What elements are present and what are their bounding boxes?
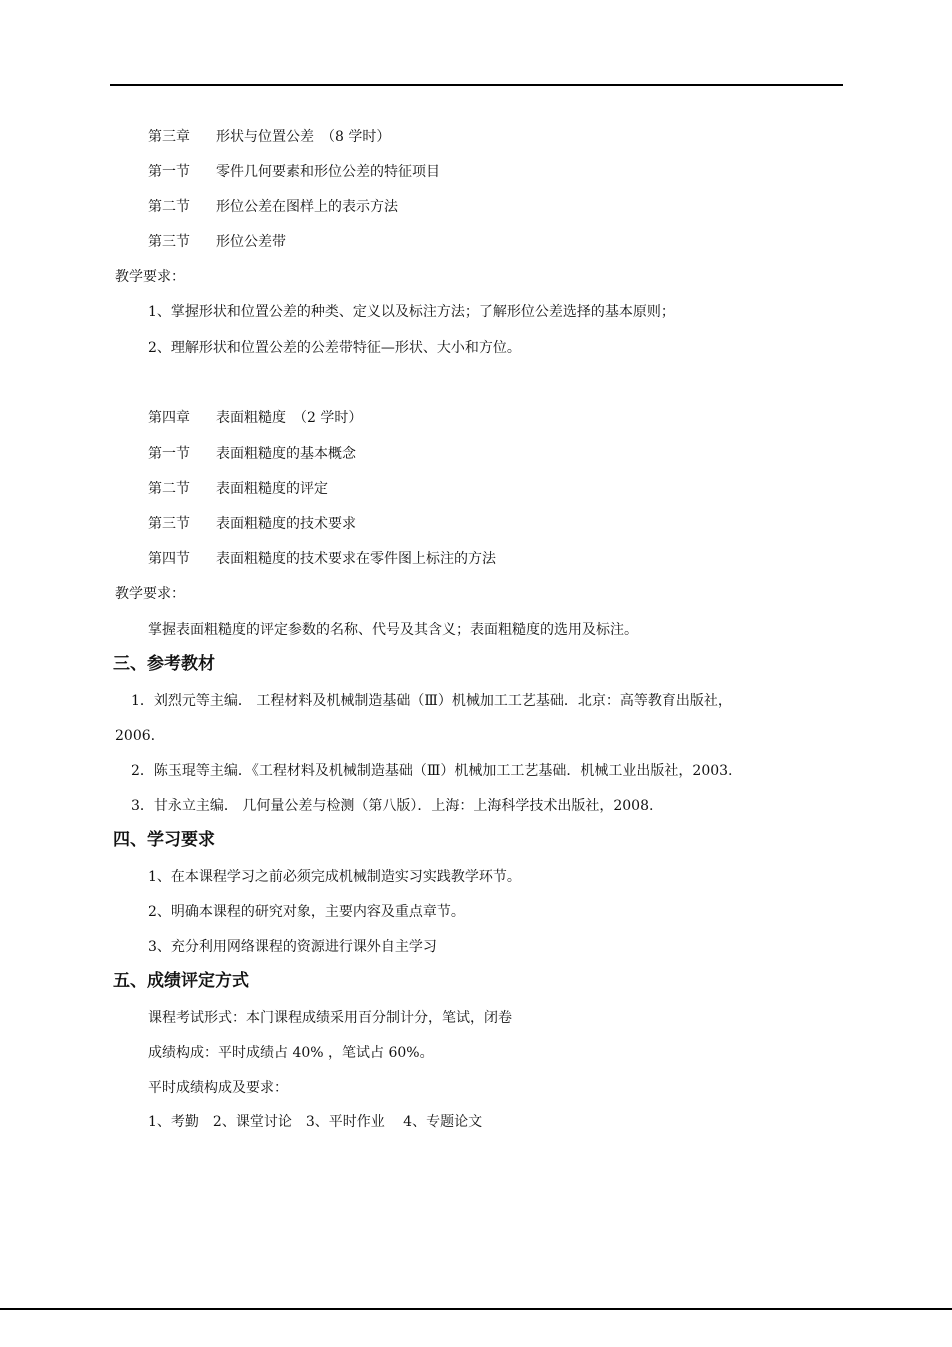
section-text: 表面粗糙度的基本概念: [216, 446, 356, 462]
chapter3-requirements-label: 教学要求：: [115, 269, 185, 285]
section-label: 第二节: [148, 481, 190, 497]
chapter4-section: [148, 549, 496, 569]
chapter4-section: [148, 514, 356, 534]
reference-item: 3．甘永立主编． 几何量公差与检测（第八版）．上海：上海科学技术出版社，2008.: [131, 798, 654, 814]
section-label: 第三节: [148, 234, 190, 250]
chapter4-section: [148, 479, 328, 499]
section-text: 零件几何要素和形位公差的特征项目: [216, 164, 440, 180]
study-heading: 四、学习要求: [113, 830, 215, 850]
section-text: 形位公差带: [216, 234, 286, 250]
section-label: 第一节: [148, 164, 190, 180]
references-heading: 三、参考教材: [113, 654, 215, 674]
chapter4-requirement: 掌握表面粗糙度的评定参数的名称、代号及其含义；表面粗糙度的选用及标注。: [148, 622, 638, 638]
chapter3-title-text: 形状与位置公差 （8 学时）: [216, 129, 391, 145]
chapter3-requirement: 2、理解形状和位置公差的公差带特征—形状、大小和方位。: [148, 340, 521, 356]
section-text: 表面粗糙度的技术要求在零件图上标注的方法: [216, 551, 496, 567]
chapter3-title: [148, 127, 390, 147]
section-label: 第三节: [148, 516, 190, 532]
grading-heading: 五、成绩评定方式: [113, 971, 249, 991]
study-item: 3、充分利用网络课程的资源进行课外自主学习: [148, 939, 437, 955]
chapter4-section: [148, 444, 356, 464]
chapter3-section: [148, 162, 440, 182]
chapter3-requirement: 1、掌握形状和位置公差的种类、定义以及标注方法；了解形位公差选择的基本原则；: [148, 304, 675, 320]
section-text: 表面粗糙度的评定: [216, 481, 328, 497]
section-text: 表面粗糙度的技术要求: [216, 516, 356, 532]
section-label: 第二节: [148, 199, 190, 215]
footer-rule: [0, 1308, 952, 1310]
chapter4-label: 第四章: [148, 410, 190, 426]
reference-item: 2．陈玉琨等主编．《工程材料及机械制造基础（Ⅲ）机械加工工艺基础．机械工业出版社，2003.: [131, 763, 733, 779]
chapter4-requirements-label: 教学要求：: [115, 586, 185, 602]
reference-item-continuation: 2006.: [115, 728, 156, 744]
section-text: 形位公差在图样上的表示方法: [216, 199, 398, 215]
grading-line: 成绩构成：平时成绩占 40% ，笔试占 60%。: [148, 1045, 434, 1061]
chapter3-section: [148, 232, 286, 252]
chapter4-title-text: 表面粗糙度 （2 学时）: [216, 410, 363, 426]
grading-line: 平时成绩构成及要求：: [148, 1080, 288, 1096]
section-label: 第四节: [148, 551, 190, 567]
reference-item: 1．刘烈元等主编． 工程材料及机械制造基础（Ⅲ）机械加工工艺基础．北京：高等教育出版社，: [131, 693, 732, 709]
section-label: 第一节: [148, 446, 190, 462]
chapter3-label: 第三章: [148, 129, 190, 145]
header-rule: [110, 84, 843, 86]
chapter3-section: [148, 197, 398, 217]
study-item: 2、明确本课程的研究对象，主要内容及重点章节。: [148, 904, 465, 920]
grading-line: 1、考勤 2、课堂讨论 3、平时作业 4、专题论文: [148, 1114, 483, 1130]
grading-line: 课程考试形式：本门课程成绩采用百分制计分，笔试，闭卷: [148, 1010, 512, 1026]
chapter4-title: [148, 408, 362, 428]
study-item: 1、在本课程学习之前必须完成机械制造实习实践教学环节。: [148, 869, 521, 885]
